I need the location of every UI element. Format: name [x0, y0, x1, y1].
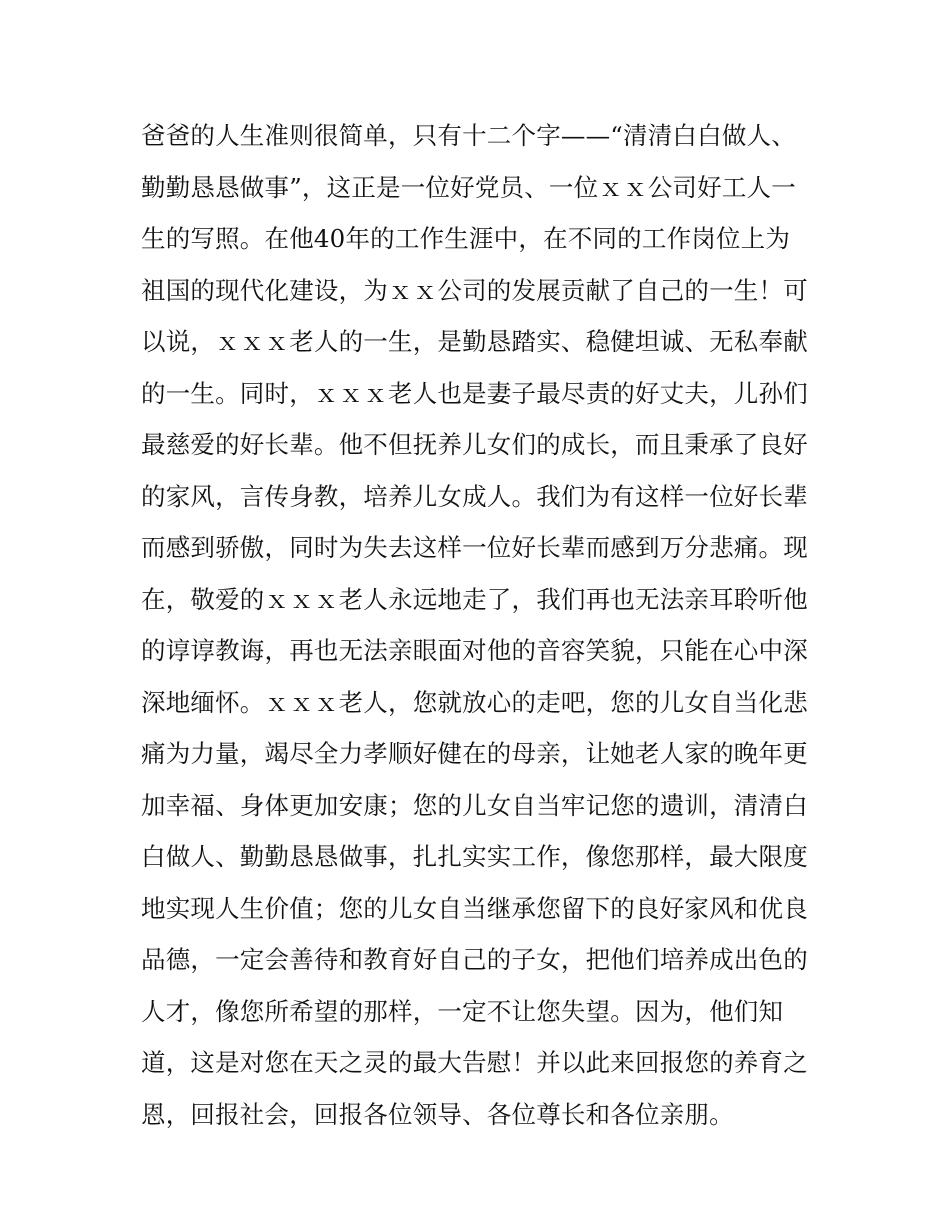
text-line-10: 在，敬爱的ｘｘｘ老人永远地走了，我们再也无法亲耳聆听他 [141, 584, 808, 614]
text-line-8: 的家风，言传身教，培养儿女成人。我们为有这样一位好长辈 [141, 481, 808, 511]
text-line-13: 痛为力量，竭尽全力孝顺好健在的母亲，让她老人家的晚年更 [141, 739, 808, 768]
text-line-12: 深地缅怀。ｘｘｘ老人，您就放心的走吧，您的儿女自当化悲 [141, 687, 808, 717]
text-line-3: 生的写照。在他40年的工作生涯中，在不同的工作岗位上为 [141, 224, 791, 253]
text-line-11: 的谆谆教诲，再也无法亲眼面对他的音容笑貌，只能在心中深 [141, 636, 808, 665]
text-line-17: 品德，一定会善待和教育好自己的子女，把他们培养成出色的 [141, 945, 808, 974]
text-line-15: 白做人、勤勤恳恳做事，扎扎实实工作，像您那样，最大限度 [141, 842, 808, 871]
text-line-20: 恩，回报社会，回报各位领导、各位尊长和各位亲朋。 [141, 1099, 734, 1129]
text-line-6: 的一生。同时，ｘｘｘ老人也是妻子最尽责的好丈夫，儿孙们 [141, 378, 808, 408]
text-line-19: 道，这是对您在天之灵的最大告慰！并以此来回报您的养育之 [141, 1048, 808, 1077]
text-line-5: 以说，ｘｘｘ老人的一生，是勤恳踏实、稳健坦诚、无私奉献 [141, 327, 808, 356]
text-line-7: 最慈爱的好长辈。他不但抚养儿女们的成长，而且秉承了良好 [141, 430, 808, 459]
text-line-4: 祖国的现代化建设，为ｘｘ公司的发展贡献了自己的一生！可 [141, 275, 808, 305]
eulogy-paragraph [141, 110, 821, 1140]
text-line-2: 勤勤恳恳做事”，这正是一位好党员、一位ｘｘ公司好工人一 [141, 172, 796, 202]
text-line-18: 人才，像您所希望的那样，一定不让您失望。因为，他们知 [141, 996, 784, 1026]
text-line-14: 加幸福、身体更加安康；您的儿女自当牢记您的遗训，清清白 [141, 790, 808, 820]
text-line-16: 地实现人生价值；您的儿女自当继承您留下的良好家风和优良 [141, 893, 808, 923]
text-line-1: 爸爸的人生准则很简单，只有十二个字——“清清白白做人、 [141, 121, 796, 150]
text-line-9: 而感到骄傲，同时为失去这样一位好长辈而感到万分悲痛。现 [141, 533, 808, 562]
